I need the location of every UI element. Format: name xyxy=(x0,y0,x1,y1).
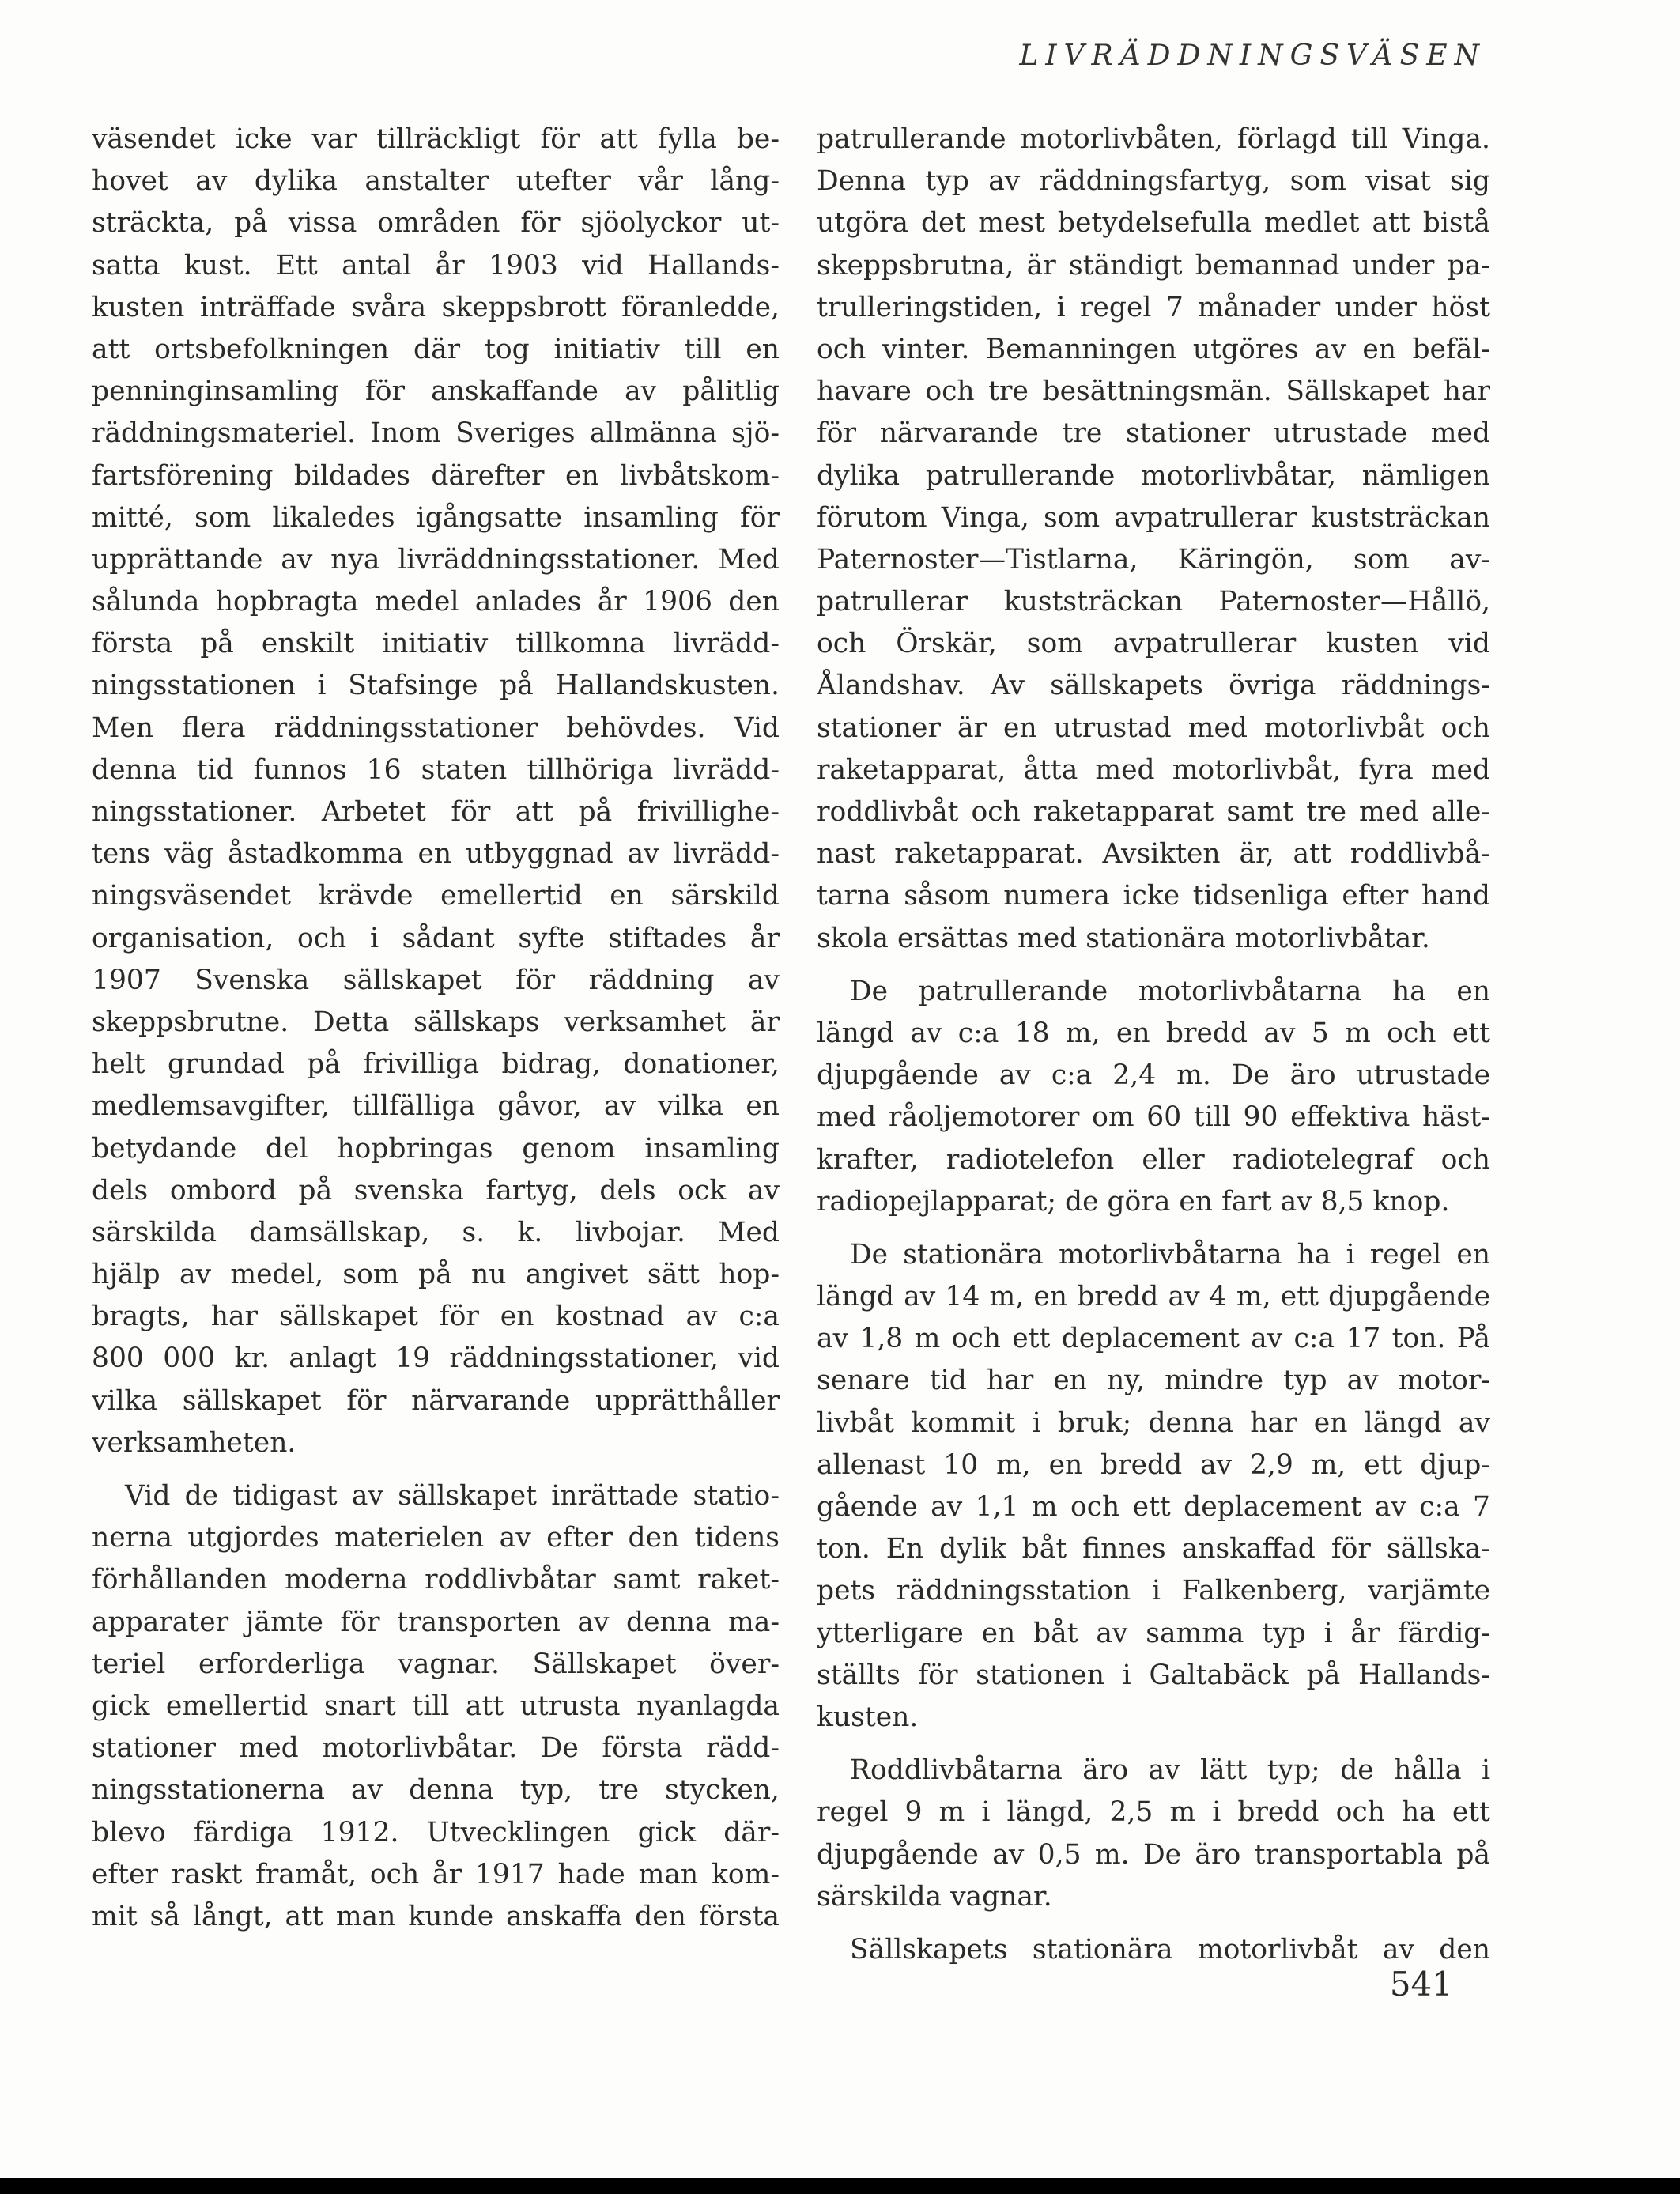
text-line: för närvarande tre stationer utrustade med xyxy=(817,417,1490,450)
text-line: förutom Vinga, som avpatrullerar kuststräckan xyxy=(817,501,1490,534)
text-line: De patrullerande motorlivbåtarna ha en xyxy=(850,975,1490,1007)
text-line: Sällskapets stationära motorlivbåt av den xyxy=(850,1933,1490,1966)
text-line: organisation, och i sådant syfte stiftades år xyxy=(92,922,780,954)
text-line: regel 9 m i längd, 2,5 m i bredd och ha ett xyxy=(817,1796,1490,1829)
text-line: dylika patrullerande motorlivbåtar, nämligen xyxy=(817,459,1490,492)
text-line: nerna utgjordes materielen av efter den tidens xyxy=(92,1522,780,1554)
paragraph-gap xyxy=(817,1223,1490,1234)
text-line: vilka sällskapet för närvarande upprätthåller xyxy=(92,1384,780,1417)
text-line: raketapparat, åtta med motorlivbåt, fyra med xyxy=(817,753,1490,786)
text-line: radiopejlapparat; de göra en fart av 8,5 knop. xyxy=(817,1185,1450,1218)
text-line: och Örskär, som avpatrullerar kusten vid xyxy=(817,628,1490,660)
text-line: med råoljemotorer om 60 till 90 effektiva häst- xyxy=(817,1101,1490,1134)
text-line: kusten inträffade svåra skeppsbrott föranledde, xyxy=(92,291,780,323)
text-line: 800 000 kr. anlagt 19 räddningsstationer, vid xyxy=(92,1342,780,1375)
text-line: väsendet icke var tillräckligt för att fylla be- xyxy=(92,123,780,155)
paragraph-gap xyxy=(92,1464,780,1475)
text-line: nast raketapparat. Avsikten är, att roddlivbå- xyxy=(817,838,1490,870)
text-line: betydande del hopbringas genom insamling xyxy=(92,1132,780,1165)
text-line: satta kust. Ett antal år 1903 vid Hallands- xyxy=(92,249,780,281)
text-line: av 1,8 m och ett deplacement av c:a 17 ton. På xyxy=(817,1323,1490,1355)
text-line: allenast 10 m, en bredd av 2,9 m, ett djup- xyxy=(817,1448,1490,1481)
running-head: LIVRÄDDNINGSVÄSEN xyxy=(1019,40,1486,72)
text-line: särskilda damsällskap, s. k. livbojar. Med xyxy=(92,1216,780,1248)
text-line: Roddlivbåtarna äro av lätt typ; de hålla i xyxy=(850,1754,1490,1787)
text-line: skola ersättas med stationära motorlivbåtar. xyxy=(817,922,1430,954)
paragraph xyxy=(817,1918,1490,1971)
text-line: De stationära motorlivbåtarna ha i regel en xyxy=(850,1238,1490,1271)
text-line: efter raskt framåt, och år 1917 hade man kom- xyxy=(92,1858,780,1890)
text-line: skeppsbrutna, är ständigt bemannad under pa- xyxy=(817,249,1490,281)
text-line: sträckta, på vissa områden för sjöolyckor ut- xyxy=(92,207,780,240)
text-line: hjälp av medel, som på nu angivet sätt hop- xyxy=(92,1259,780,1291)
paragraph xyxy=(817,119,1490,960)
paragraph xyxy=(817,960,1490,1223)
text-line: räddningsmateriel. Inom Sveriges allmänna sjö- xyxy=(92,417,780,450)
text-line: dels ombord på svenska fartyg, dels ock av xyxy=(92,1174,780,1207)
text-line: tens väg åstadkomma en utbyggnad av livrädd- xyxy=(92,838,780,870)
text-line: tarna såsom numera icke tidsenliga efter hand xyxy=(817,880,1490,912)
text-line: Denna typ av räddningsfartyg, som visat sig xyxy=(817,165,1490,198)
page-number: 541 xyxy=(1389,1965,1453,2003)
text-line: blevo färdiga 1912. Utvecklingen gick där- xyxy=(92,1816,780,1848)
paragraph xyxy=(817,1739,1490,1918)
text-line: teriel erforderliga vagnar. Sällskapet över- xyxy=(92,1648,780,1680)
text-line: ton. En dylik båt finnes anskaffad för sällska- xyxy=(817,1533,1490,1565)
text-line: denna tid funnos 16 staten tillhöriga livrädd- xyxy=(92,753,780,786)
right-text-column xyxy=(817,119,1490,1971)
text-line: senare tid har en ny, mindre typ av motor- xyxy=(817,1365,1490,1397)
text-line: skeppsbrutne. Detta sällskaps verksamhet är xyxy=(92,1006,780,1038)
text-line: penninginsamling för anskaffande av pålitlig xyxy=(92,376,780,408)
text-line: längd av 14 m, en bredd av 4 m, ett djupgående xyxy=(817,1281,1490,1313)
text-line: hovet av dylika anstalter utefter vår lång- xyxy=(92,165,780,198)
paragraph xyxy=(817,1223,1490,1739)
text-line: att ortsbefolkningen där tog initiativ till en xyxy=(92,333,780,365)
text-line: sålunda hopbragta medel anlades år 1906 den xyxy=(92,586,780,618)
paragraph xyxy=(92,119,780,1464)
text-line: första på enskilt initiativ tillkomna livrädd- xyxy=(92,628,780,660)
text-line: medlemsavgifter, tillfälliga gåvor, av vilka en xyxy=(92,1090,780,1123)
paragraph-gap xyxy=(817,1739,1490,1750)
text-line: mitté, som likaledes igångsatte insamling för xyxy=(92,501,780,534)
text-line: förhållanden moderna roddlivbåtar samt raket- xyxy=(92,1564,780,1596)
text-line: patrullerar kuststräckan Paternoster—Hållö, xyxy=(817,586,1490,618)
text-line: verksamheten. xyxy=(92,1426,296,1459)
text-line: bragts, har sällskapet för en kostnad av c:a xyxy=(92,1301,780,1333)
text-line: Men flera räddningsstationer behövdes. Vid xyxy=(92,712,780,744)
text-line: apparater jämte för transporten av denna ma- xyxy=(92,1606,780,1638)
text-line: ställts för stationen i Galtabäck på Hallands- xyxy=(817,1659,1490,1691)
text-line: Ålandshav. Av sällskapets övriga räddnings- xyxy=(817,670,1490,702)
text-line: havare och tre besättningsmän. Sällskapet har xyxy=(817,376,1490,408)
paragraph xyxy=(92,1464,780,1938)
text-line: mit så långt, att man kunde anskaffa den första xyxy=(92,1900,780,1932)
text-line: gående av 1,1 m och ett deplacement av c:a 7 xyxy=(817,1491,1490,1523)
text-line: utgöra det mest betydelsefulla medlet att bistå xyxy=(817,207,1490,240)
scan-edge-band xyxy=(0,2178,1680,2194)
text-line: ytterligare en båt av samma typ i år färdig- xyxy=(817,1617,1490,1649)
text-line: ningsstationen i Stafsinge på Hallandskusten. xyxy=(92,670,780,702)
text-line: upprättande av nya livräddningsstationer. Med xyxy=(92,543,780,576)
text-line: ningsstationerna av denna typ, tre stycken, xyxy=(92,1774,780,1807)
text-line: längd av c:a 18 m, en bredd av 5 m och ett xyxy=(817,1017,1490,1049)
left-text-column xyxy=(92,119,780,1938)
paragraph-gap xyxy=(817,960,1490,971)
text-line: djupgående av c:a 2,4 m. De äro utrustade xyxy=(817,1059,1490,1092)
text-line: pets räddningsstation i Falkenberg, varjämte xyxy=(817,1575,1490,1607)
text-line: Paternoster—Tistlarna, Käringön, som av- xyxy=(817,543,1490,576)
text-line: ningsstationer. Arbetet för att på frivillighe- xyxy=(92,796,780,828)
paragraph-gap xyxy=(817,1918,1490,1929)
text-line: trulleringstiden, i regel 7 månader under höst xyxy=(817,291,1490,323)
text-line: helt grundad på frivilliga bidrag, donationer, xyxy=(92,1048,780,1081)
text-line: Vid de tidigast av sällskapet inrättade statio- xyxy=(125,1480,780,1512)
text-line: stationer med motorlivbåtar. De första rädd- xyxy=(92,1732,780,1765)
text-line: krafter, radiotelefon eller radiotelegraf och xyxy=(817,1143,1490,1176)
text-line: livbåt kommit i bruk; denna har en längd av xyxy=(817,1407,1490,1439)
text-line: ningsväsendet krävde emellertid en särskild xyxy=(92,880,780,912)
text-line: och vinter. Bemanningen utgöres av en befäl- xyxy=(817,333,1490,365)
text-line: djupgående av 0,5 m. De äro transportabla på xyxy=(817,1838,1490,1871)
text-line: kusten. xyxy=(817,1701,919,1733)
text-line: roddlivbåt och raketapparat samt tre med alle- xyxy=(817,796,1490,828)
text-line: gick emellertid snart till att utrusta nyanlagda xyxy=(92,1690,780,1722)
text-line: särskilda vagnar. xyxy=(817,1880,1052,1913)
text-line: patrullerande motorlivbåten, förlagd till Vinga. xyxy=(817,123,1490,155)
text-line: stationer är en utrustad med motorlivbåt och xyxy=(817,712,1490,744)
text-line: 1907 Svenska sällskapet för räddning av xyxy=(92,964,780,996)
text-line: fartsförening bildades därefter en livbåtskom- xyxy=(92,459,780,492)
